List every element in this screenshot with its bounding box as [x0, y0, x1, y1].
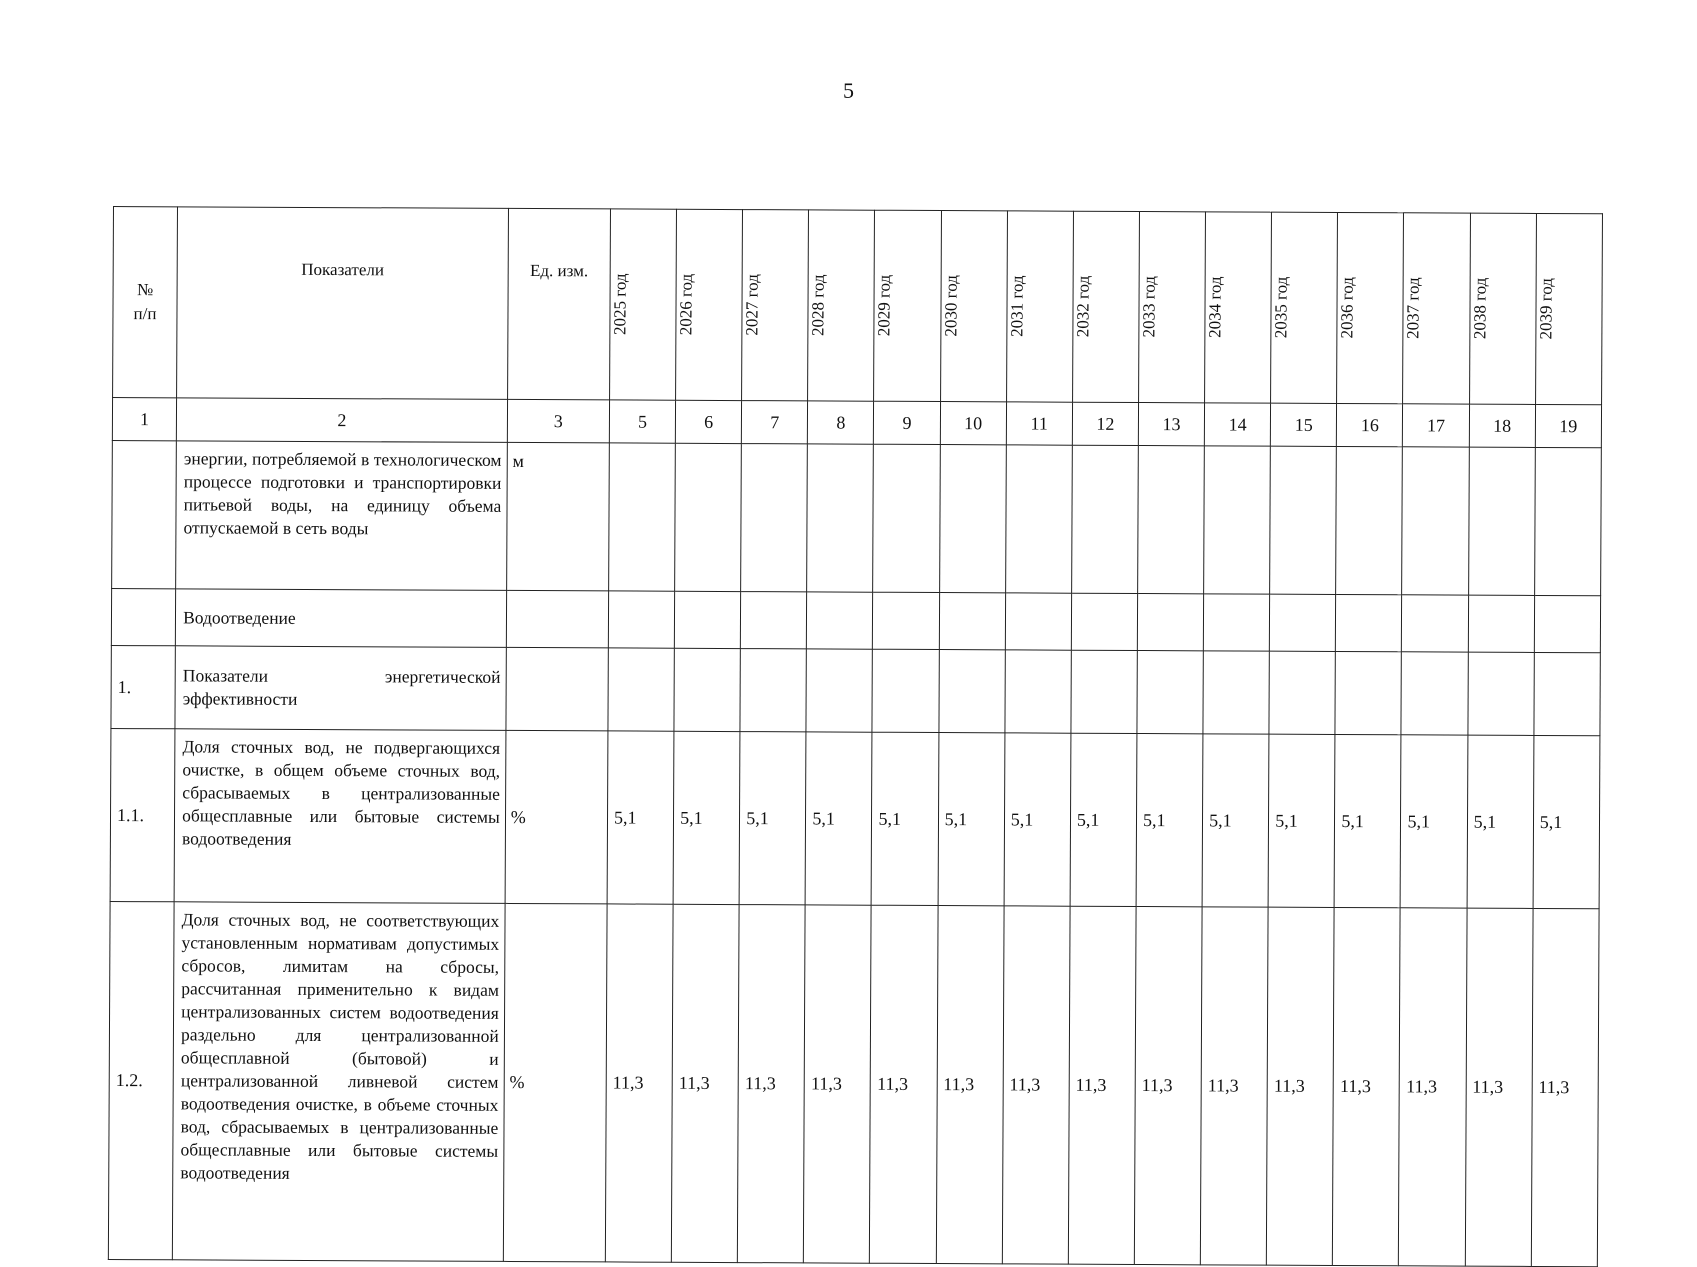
value-cell	[1138, 446, 1205, 594]
value-cell	[1071, 445, 1138, 593]
value-cell: 5,1	[1004, 733, 1071, 906]
header-year: 2032 год	[1072, 211, 1139, 402]
table-row	[110, 728, 1600, 908]
header-row	[113, 207, 1603, 405]
row-number: 1.2.	[108, 901, 174, 1259]
row-number: 1.	[111, 645, 176, 728]
header-year: 2029 год	[874, 210, 941, 401]
value-cell: 11,3	[1002, 906, 1070, 1264]
unit-cell: %	[505, 730, 608, 903]
column-number: 15	[1271, 403, 1337, 446]
value-cell	[1204, 446, 1271, 594]
indicators-table	[108, 206, 1603, 1267]
value-cell: 11,3	[870, 905, 938, 1263]
value-cell	[1534, 652, 1601, 735]
column-number: 6	[675, 400, 741, 443]
header-year: 2025 год	[610, 209, 677, 400]
value-cell: 11,3	[1134, 907, 1202, 1265]
value-cell: 5,1	[805, 732, 872, 905]
column-number-row	[112, 398, 1601, 448]
header-year: 2034 год	[1205, 212, 1272, 403]
column-number: 19	[1535, 404, 1601, 447]
table-row	[108, 901, 1599, 1266]
column-number: 8	[808, 401, 874, 444]
value-cell	[873, 444, 940, 592]
column-number: 16	[1337, 403, 1403, 446]
column-number: 17	[1403, 404, 1469, 447]
value-cell	[1071, 650, 1138, 733]
column-number: 1	[112, 398, 176, 441]
value-cell	[939, 593, 1005, 650]
value-cell	[741, 444, 808, 592]
value-cell	[1270, 446, 1337, 594]
value-cell: 5,1	[1268, 734, 1335, 907]
header-year: 2035 год	[1271, 212, 1338, 403]
value-cell: 5,1	[607, 731, 674, 904]
header-year: 2037 год	[1403, 213, 1470, 404]
header-year: 2033 год	[1139, 212, 1206, 403]
value-cell	[939, 650, 1006, 733]
indicator-name: Доля сточных вод, не подвергающихся очистке, в общем объеме сточных вод, сбрасываемых в централизованные общесплавные или бытовые системы водоотведения	[174, 729, 505, 904]
value-cell	[1005, 650, 1072, 733]
value-cell: 11,3	[1531, 908, 1599, 1266]
header-year: 2031 год	[1006, 211, 1073, 402]
value-cell	[609, 443, 676, 591]
page-number: 5	[843, 78, 854, 103]
value-cell: 11,3	[1465, 908, 1533, 1266]
value-cell	[1005, 445, 1072, 593]
header-year: 2027 год	[742, 210, 809, 401]
value-cell	[741, 592, 807, 649]
indicator-name: Доля сточных вод, не соответствующих установленным нормативам допустимых сбросов, лимитам на сбросы, рассчитанная применительно к видам централизованных систем водоотведения раздельно для централизованной общесплавной (бытовой) и централизованной ливневой систем водоотведения очистке, в объеме сточных вод, сбрасываемых в централизованные общесплавные или бытовые системы водоотведения	[172, 902, 504, 1262]
value-cell: 5,1	[872, 732, 939, 905]
column-number: 3	[507, 399, 609, 442]
column-number: 14	[1204, 403, 1270, 446]
value-cell: 11,3	[1267, 907, 1335, 1265]
value-cell	[872, 649, 939, 732]
value-cell: 5,1	[1202, 734, 1269, 907]
indicator-name: энергии, потребляемой в технологическом процессе подготовки и транспортировки питьевой воды, на единицу объема отпускаемой в сеть воды	[176, 441, 507, 591]
column-number: 2	[176, 398, 507, 443]
value-cell	[1269, 651, 1336, 734]
value-cell	[807, 592, 873, 649]
column-number: 12	[1072, 402, 1138, 445]
value-cell	[1005, 593, 1071, 650]
value-cell	[1401, 652, 1468, 735]
value-cell: 11,3	[605, 904, 673, 1262]
value-cell	[1336, 594, 1402, 651]
value-cell: 5,1	[1401, 735, 1468, 908]
value-cell	[873, 592, 939, 649]
value-cell: 11,3	[1068, 906, 1136, 1264]
header-year: 2026 год	[676, 209, 743, 400]
value-cell	[1468, 652, 1535, 735]
value-cell	[1137, 594, 1203, 651]
header-unit: Ед. изм.	[507, 208, 610, 399]
column-number: 11	[1006, 402, 1072, 445]
value-cell: 5,1	[1533, 735, 1600, 908]
header-year: 2038 год	[1469, 213, 1536, 404]
column-number: 13	[1138, 403, 1204, 446]
value-cell	[1335, 651, 1402, 734]
value-cell: 11,3	[1399, 908, 1467, 1266]
value-cell	[1468, 595, 1534, 652]
table-row	[111, 645, 1600, 735]
value-cell: 5,1	[1334, 734, 1401, 907]
column-number: 5	[609, 400, 675, 443]
row-number	[112, 440, 177, 588]
row-number	[111, 588, 175, 645]
value-cell: 5,1	[1467, 735, 1534, 908]
value-cell	[675, 443, 742, 591]
column-number: 7	[742, 401, 808, 444]
header-indicator: Показатели	[177, 207, 509, 400]
value-cell	[1071, 593, 1137, 650]
column-number: 9	[874, 401, 940, 444]
value-cell	[740, 649, 807, 732]
header-year: 2030 год	[940, 211, 1007, 402]
column-number: 10	[940, 402, 1006, 445]
table-row	[112, 440, 1602, 595]
value-cell	[608, 648, 675, 731]
value-cell	[1534, 595, 1601, 652]
value-cell: 5,1	[938, 733, 1005, 906]
value-cell	[1203, 651, 1270, 734]
value-cell	[1270, 594, 1336, 651]
value-cell: 11,3	[804, 905, 872, 1263]
value-cell: 11,3	[1200, 907, 1268, 1265]
value-cell: 5,1	[673, 731, 740, 904]
value-cell	[1137, 651, 1204, 734]
header-num: № п/п	[113, 207, 178, 398]
section-title: Водоотведение	[175, 589, 506, 648]
indicator-name: Показатели энергетической эффективности	[175, 646, 506, 731]
column-number: 18	[1469, 404, 1535, 447]
value-cell	[674, 648, 741, 731]
unit-cell: %	[503, 903, 607, 1261]
value-cell	[1534, 447, 1601, 595]
value-cell	[807, 444, 874, 592]
header-year: 2028 год	[808, 210, 875, 401]
value-cell: 5,1	[1136, 734, 1203, 907]
value-cell	[1468, 447, 1535, 595]
value-cell: 5,1	[1070, 733, 1137, 906]
value-cell	[939, 445, 1006, 593]
value-cell	[1336, 446, 1403, 594]
header-year: 2036 год	[1337, 212, 1404, 403]
value-cell: 11,3	[936, 906, 1004, 1264]
document-sheet	[108, 206, 1603, 1267]
header-year: 2039 год	[1535, 213, 1602, 404]
value-cell	[674, 591, 740, 648]
value-cell	[1402, 595, 1468, 652]
section-row	[111, 588, 1600, 652]
value-cell: 11,3	[1333, 907, 1401, 1265]
unit-cell: м	[506, 442, 609, 590]
value-cell: 11,3	[671, 904, 739, 1262]
unit-cell	[506, 590, 608, 647]
value-cell	[608, 591, 674, 648]
value-cell	[1402, 447, 1469, 595]
unit-cell	[506, 647, 609, 730]
value-cell: 5,1	[739, 732, 806, 905]
value-cell	[806, 649, 873, 732]
value-cell: 11,3	[738, 905, 806, 1263]
value-cell	[1203, 594, 1269, 651]
row-number: 1.1.	[110, 728, 175, 901]
